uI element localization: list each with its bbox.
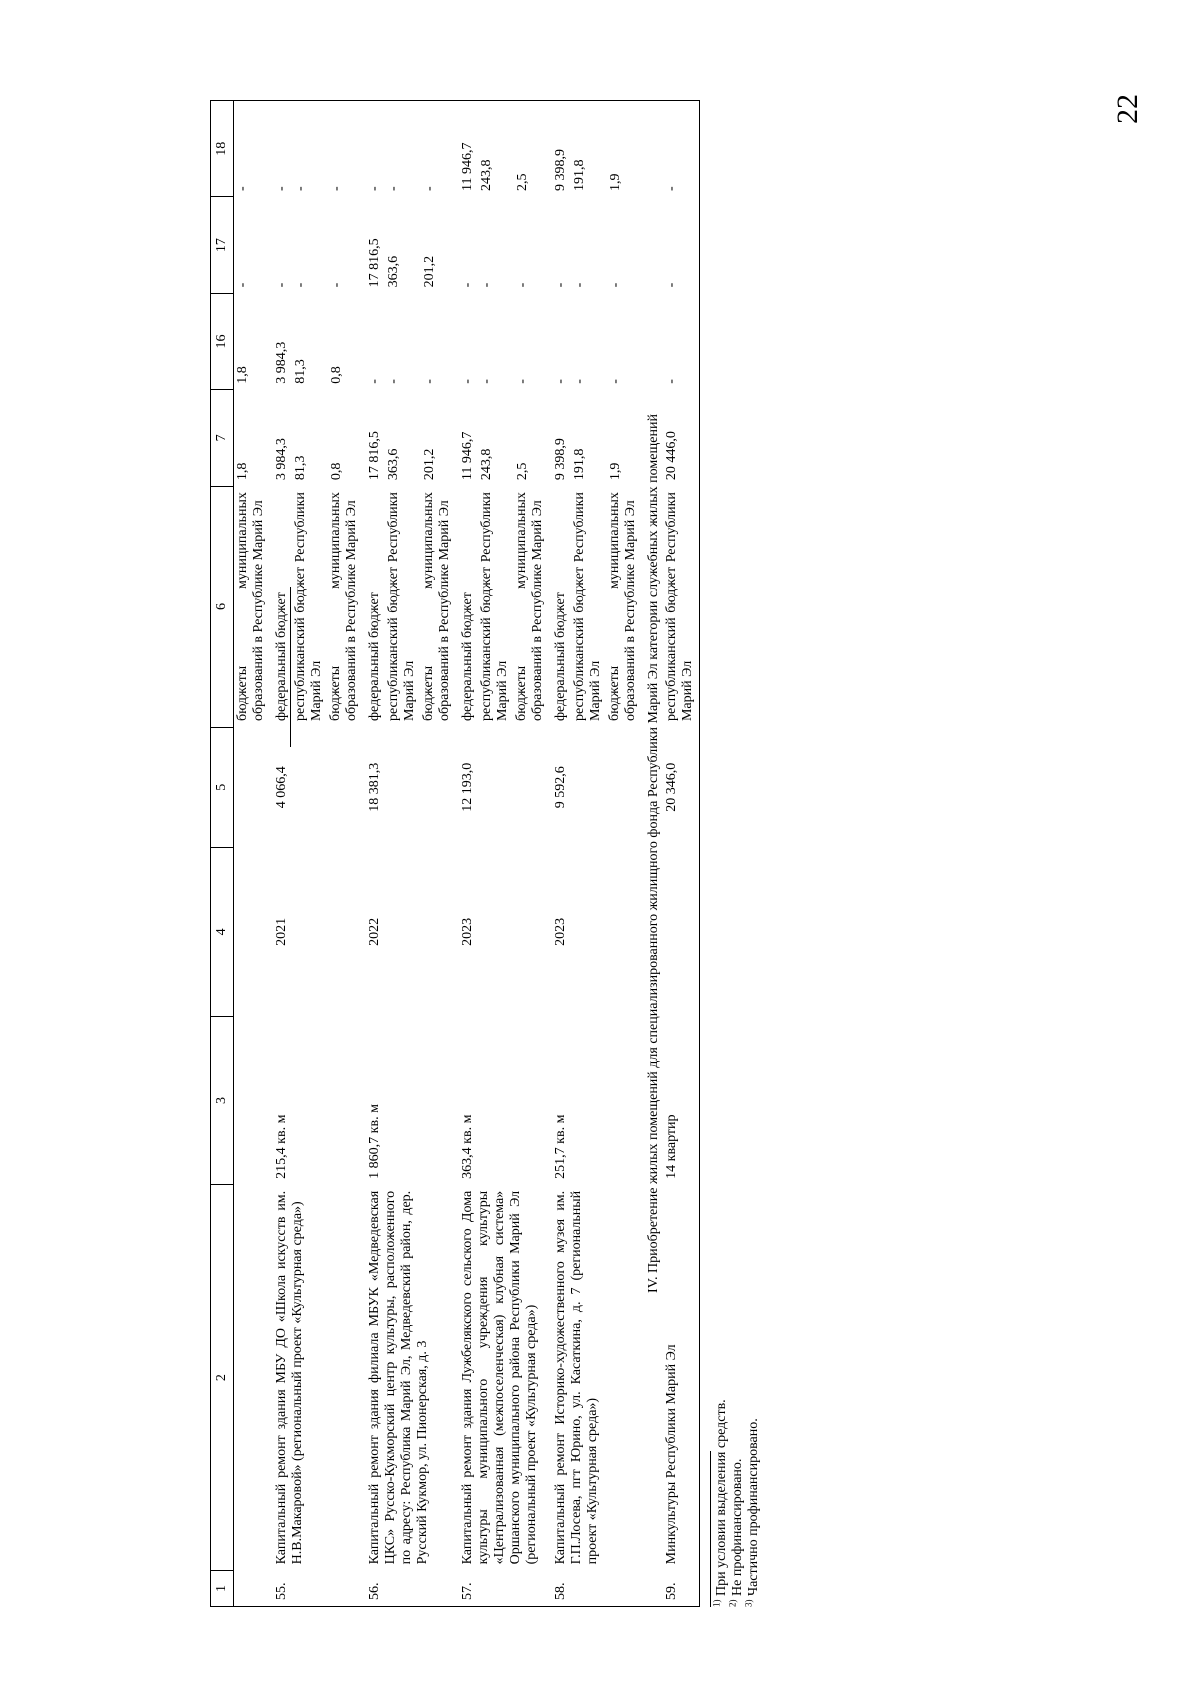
value-c18: - [329,186,344,191]
table-row [273,101,366,1607]
value-c17: - [608,282,623,288]
object-area: 1 860,7 кв. м [367,1104,382,1179]
funding-source: федеральный бюджет [274,592,289,722]
column-header: 5 [211,727,234,847]
value-c18: - [235,186,250,191]
value-c17: - [663,197,700,293]
footnote-mark: 3) [743,1599,754,1607]
value-c17: - [460,282,475,288]
value-c18: 1,9 [608,173,623,191]
object-total: 4 066,4 [274,766,289,809]
section-row [645,101,663,1607]
funding-source: бюджеты муниципальных образований в Республике Марий Эл [421,492,452,722]
value-c18: 243,8 [479,159,494,191]
object-total: 9 592,6 [553,766,568,809]
footnote-rule [710,1451,711,1607]
footnote-mark: 1) [711,1599,722,1607]
value-c18: - [293,186,308,191]
column-header: 4 [211,847,234,1016]
object-name: Минкультуры Республики Марий Эл [663,1185,700,1571]
object-total: 20 346,0 [663,727,700,847]
funding-source: республиканский бюджет Республики Марий Эл [479,492,510,722]
table-row-continuation [234,101,274,1607]
value-c16: 81,3 [293,359,308,384]
row-number: 57. [459,1570,552,1606]
footnote-text: Не профинансировано. [730,1458,745,1596]
table-row [366,101,459,1607]
row-number: 55. [273,1570,366,1606]
table-row [552,101,645,1607]
footnote-text: Частично профинансировано. [746,1418,761,1596]
value-c17: - [572,282,587,288]
value-c18: - [663,101,700,197]
value-c17: - [235,282,250,288]
value-c18: 11 946,7 [460,142,475,191]
value-c7: 11 946,7 [460,431,475,481]
funding-source: республиканский бюджет Республики Марий Эл [572,492,603,722]
object-year [663,847,700,1016]
funding-source: федеральный бюджет [367,592,382,722]
funding-source: бюджеты муниципальных образований в Республике Марий Эл [607,492,638,722]
footnote-item [727,1399,746,1607]
closing-rule [290,587,291,747]
header-row [211,101,234,1607]
value-c16: - [422,379,437,384]
column-header: 17 [211,197,234,293]
row-number: 59. [663,1570,700,1606]
object-year: 2023 [460,917,475,946]
value-c16: - [460,379,475,384]
value-c16: 0,8 [329,366,344,384]
funding-source: бюджеты муниципальных образований в Республике Марий Эл [514,492,545,722]
funding-source: бюджеты муниципальных образований в Республике Марий Эл [328,492,359,722]
value-c18: 191,8 [572,159,587,191]
table-row [663,101,700,1607]
row-number: 58. [552,1570,645,1606]
column-header: 18 [211,101,234,197]
value-c17: - [479,282,494,288]
value-c16: - [572,379,587,384]
object-year: 2023 [553,917,568,946]
value-c16: - [479,379,494,384]
value-c16: - [367,379,382,384]
object-name: Капитальный ремонт Историко-художественного музея им. Г.П.Лосева, пгт Юрино, ул. Касаткина, д. 7 (региональный проект «Культурная среда») [553,1190,600,1565]
value-c17: - [274,282,289,288]
value-c17: - [329,282,344,288]
object-year: 2022 [367,917,382,946]
value-c18: - [422,186,437,191]
column-header: 6 [211,486,234,727]
column-header: 1 [211,1570,234,1606]
value-c7: 191,8 [572,448,587,481]
value-c7: 17 816,5 [367,431,382,481]
rotated-page-content [210,100,986,1607]
value-c7: 201,2 [422,448,437,481]
object-area: 251,7 кв. м [553,1114,568,1179]
column-header: 7 [211,390,234,486]
funding-source: республиканский бюджет Республики Марий Эл [386,492,417,722]
object-year: 2021 [274,917,289,946]
value-c16: 3 984,3 [274,341,289,384]
footer-area [700,100,780,1607]
column-header: 3 [211,1016,234,1185]
value-c17: 17 816,5 [367,238,382,288]
row-number: 56. [366,1570,459,1606]
value-c17: 201,2 [422,255,437,288]
footnote-item [711,1399,730,1607]
program-table [210,100,700,1607]
object-total: 18 381,3 [367,762,382,812]
footnote-text: При условии выделения средств. [714,1399,729,1596]
object-area: 363,4 кв. м [460,1114,475,1179]
value-c18: - [386,186,401,191]
value-c18: 9 398,9 [553,148,568,191]
value-c17: 363,6 [386,255,401,288]
value-c17: - [293,282,308,288]
footnote-item [743,1399,762,1607]
value-c18: 2,5 [515,173,530,191]
funding-source: федеральный бюджет [553,592,568,722]
value-c7: 0,8 [329,462,344,481]
funding-source: республиканский бюджет Республики Марий Эл [663,486,700,727]
value-c17: - [553,282,568,288]
value-c7: 81,3 [293,455,308,481]
value-c16: - [386,379,401,384]
object-total: 12 193,0 [460,762,475,812]
value-c7: 9 398,9 [553,438,568,481]
value-c16: 1,8 [235,366,250,384]
value-c18: - [367,186,382,191]
value-c18: - [274,186,289,191]
object-name: Капитальный ремонт здания МБУ ДО «Школа искусств им. Н.В.Макаровой» (региональный проект «Культурная среда») [274,1190,305,1565]
footnote-mark: 2) [727,1599,738,1607]
funding-source: бюджеты муниципальных образований в Республике Марий Эл [235,492,266,722]
column-header: 16 [211,293,234,389]
table-row [459,101,552,1607]
funding-source: республиканский бюджет Республики Марий Эл [293,492,324,722]
page-number: 22 [1111,94,1144,124]
object-name: Капитальный ремонт здания филиала МБУК «Медведевская ЦКС» Русско-Кукморский центр культуры, расположенного по адресу: Республика Марий Эл, Медведевский район, дер. Русский Кукмор, ул. Пионерская, д. 3 [367,1190,430,1565]
footnotes [711,1399,762,1607]
section-title: IV. Приобретение жилых помещений для специализированного жилищного фонда Республики Марий Эл категории служебных жилых помещений [645,101,663,1607]
value-c7: 363,6 [386,448,401,481]
value-c7: 243,8 [479,448,494,481]
value-c16: - [515,379,530,384]
value-c7: 2,5 [515,462,530,481]
value-c7: 20 446,0 [663,390,700,486]
funding-source: федеральный бюджет [460,592,475,722]
object-area: 14 квартир [663,1016,700,1185]
object-area: 215,4 кв. м [274,1114,289,1179]
value-c16: - [608,379,623,384]
value-c7: 3 984,3 [274,438,289,481]
value-c16: - [663,293,700,389]
value-c17: - [515,282,530,288]
value-c16: - [553,379,568,384]
column-header: 2 [211,1185,234,1571]
object-name: Капитальный ремонт здания Лужбелякского сельского Дома культуры муниципального учреждения культуры «Централизованная (межпоселенческая) клубная система» Оршанского муниципального района Республики Марий Эл (региональный проект «Культурная среда») [460,1190,539,1565]
value-c7: 1,8 [235,462,250,481]
value-c7: 1,9 [608,462,623,481]
